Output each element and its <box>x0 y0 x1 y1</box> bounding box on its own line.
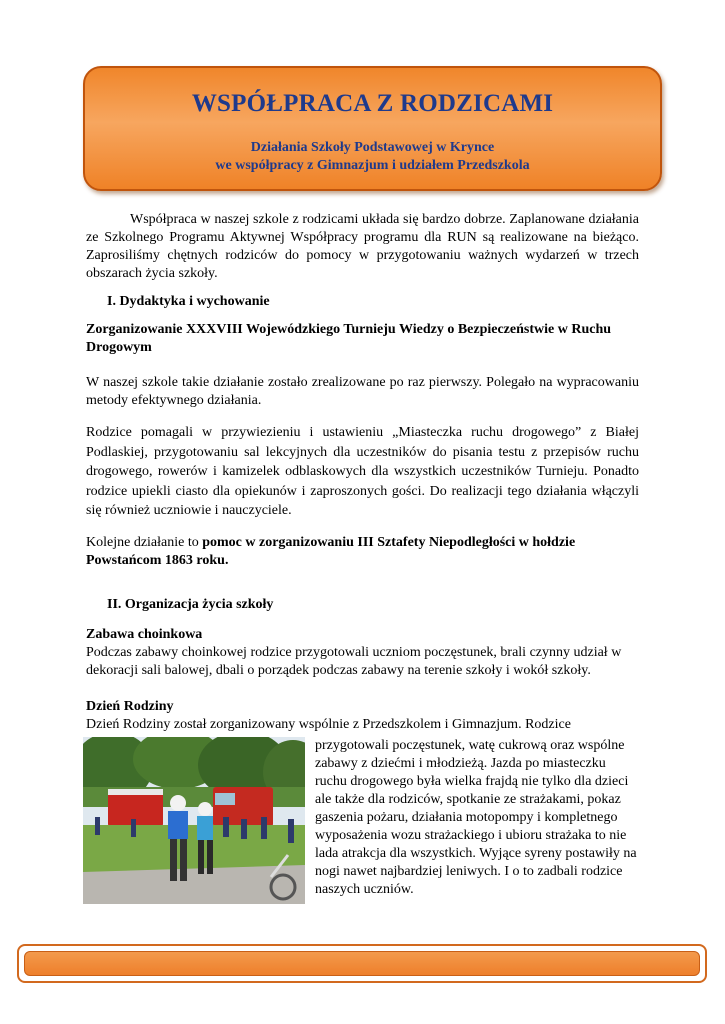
section-2-heading: II. Organizacja życia szkoły <box>107 596 274 612</box>
header-banner <box>83 66 662 191</box>
section-1-heading: I. Dydaktyka i wychowanie <box>107 294 270 309</box>
footer-bar <box>17 944 707 983</box>
dzien-rodziny-float-text: przygotowali poczęstunek, watę cukrową oraz wspólne zabawy z dziećmi i młodzieżą. Jazda po miasteczku ruchu drogowego była wielka frajdą nie tylko dla dzieci ale także dla rodziców, spotkanie ze strażakami, pokaz gaszenia pożaru, działania motopompy i kompletnego wyposażenia wozu strażackiego i ubioru strażaka to nie lada atrakcja dla wszystkich. Wyjące syreny postawiły na nogi nawet najbardziej leniwych. I o to zadbali rodzice naszych uczniów. <box>315 738 637 897</box>
page-title: WSPÓŁPRACA Z RODZICAMI <box>191 90 554 117</box>
subtitle-line-1: Działania Szkoły Podstawowej w Krynce <box>250 140 495 155</box>
sztafeta-bold: pomoc w zorganizowaniu III Sztafety Niepodległości w hołdzie Powstańcom 1863 roku. <box>86 534 576 568</box>
family-day-photo <box>83 737 305 904</box>
turniej-heading: Zorganizowanie XXXVIII Wojewódzkiego Turnieju Wiedzy o Bezpieczeństwie w Ruchu Drogowym <box>86 322 612 355</box>
subtitle-line-2: we współpracy z Gimnazjum i udziałem Przedszkola <box>215 158 530 173</box>
sztafeta-paragraph <box>86 534 639 570</box>
zabawa-paragraph: Podczas zabawy choinkowej rodzice przygotowali uczniom poczęstunek, brali czynny udział w dekoracji sali balowej, dbali o porządek podczas zabawy na terenie szkoły i wokół szkoły. <box>86 644 622 678</box>
page-subtitle <box>85 139 660 175</box>
dzien-rodziny-heading: Dzień Rodziny <box>86 698 174 714</box>
zabawa-heading: Zabawa choinkowa <box>86 626 203 642</box>
intro-paragraph: Współpraca w naszej szkole z rodzicami układa się bardzo dobrze. Zaplanowane działania ze Szkolnego Programu Aktywnej Współpracy programu dla RUN są realizowane na bieżąco. Zaprosiliśmy chętnych rodziców do pomocy w przygotowaniu ważnych wydarzeń w trzech obszarach życia szkoły. <box>86 212 639 281</box>
dzien-rodziny-intro: Dzień Rodziny został zorganizowany wspólnie z Przedszkolem i Gimnazjum. Rodzice <box>86 716 571 732</box>
document-body <box>86 211 639 734</box>
turniej-paragraph-2: Rodzice pomagali w przywiezieniu i ustawieniu „Miasteczka ruchu drogowego” z Białej Podlaskiej, przygotowaniu sal lekcyjnych dla uczestników do pisania testu z przepisów ruchu drogowego, rowerów i kamizelek odblaskowych dla wszystkich uczestników Turnieju. Ponadto rodzice upiekli ciasto dla opiekunów i zaproszonych gości. Do realizacji tego działania włączyli się również uczniowie i nauczyciele. <box>86 425 639 519</box>
footer-bar-fill <box>24 951 700 976</box>
turniej-paragraph-1: W naszej szkole takie działanie zostało zrealizowane po raz pierwszy. Polegało na wypracowaniu metody efektywnego działania. <box>86 375 639 408</box>
sztafeta-prefix: Kolejne działanie to <box>86 534 203 550</box>
family-day-photo-drawing <box>83 737 305 904</box>
